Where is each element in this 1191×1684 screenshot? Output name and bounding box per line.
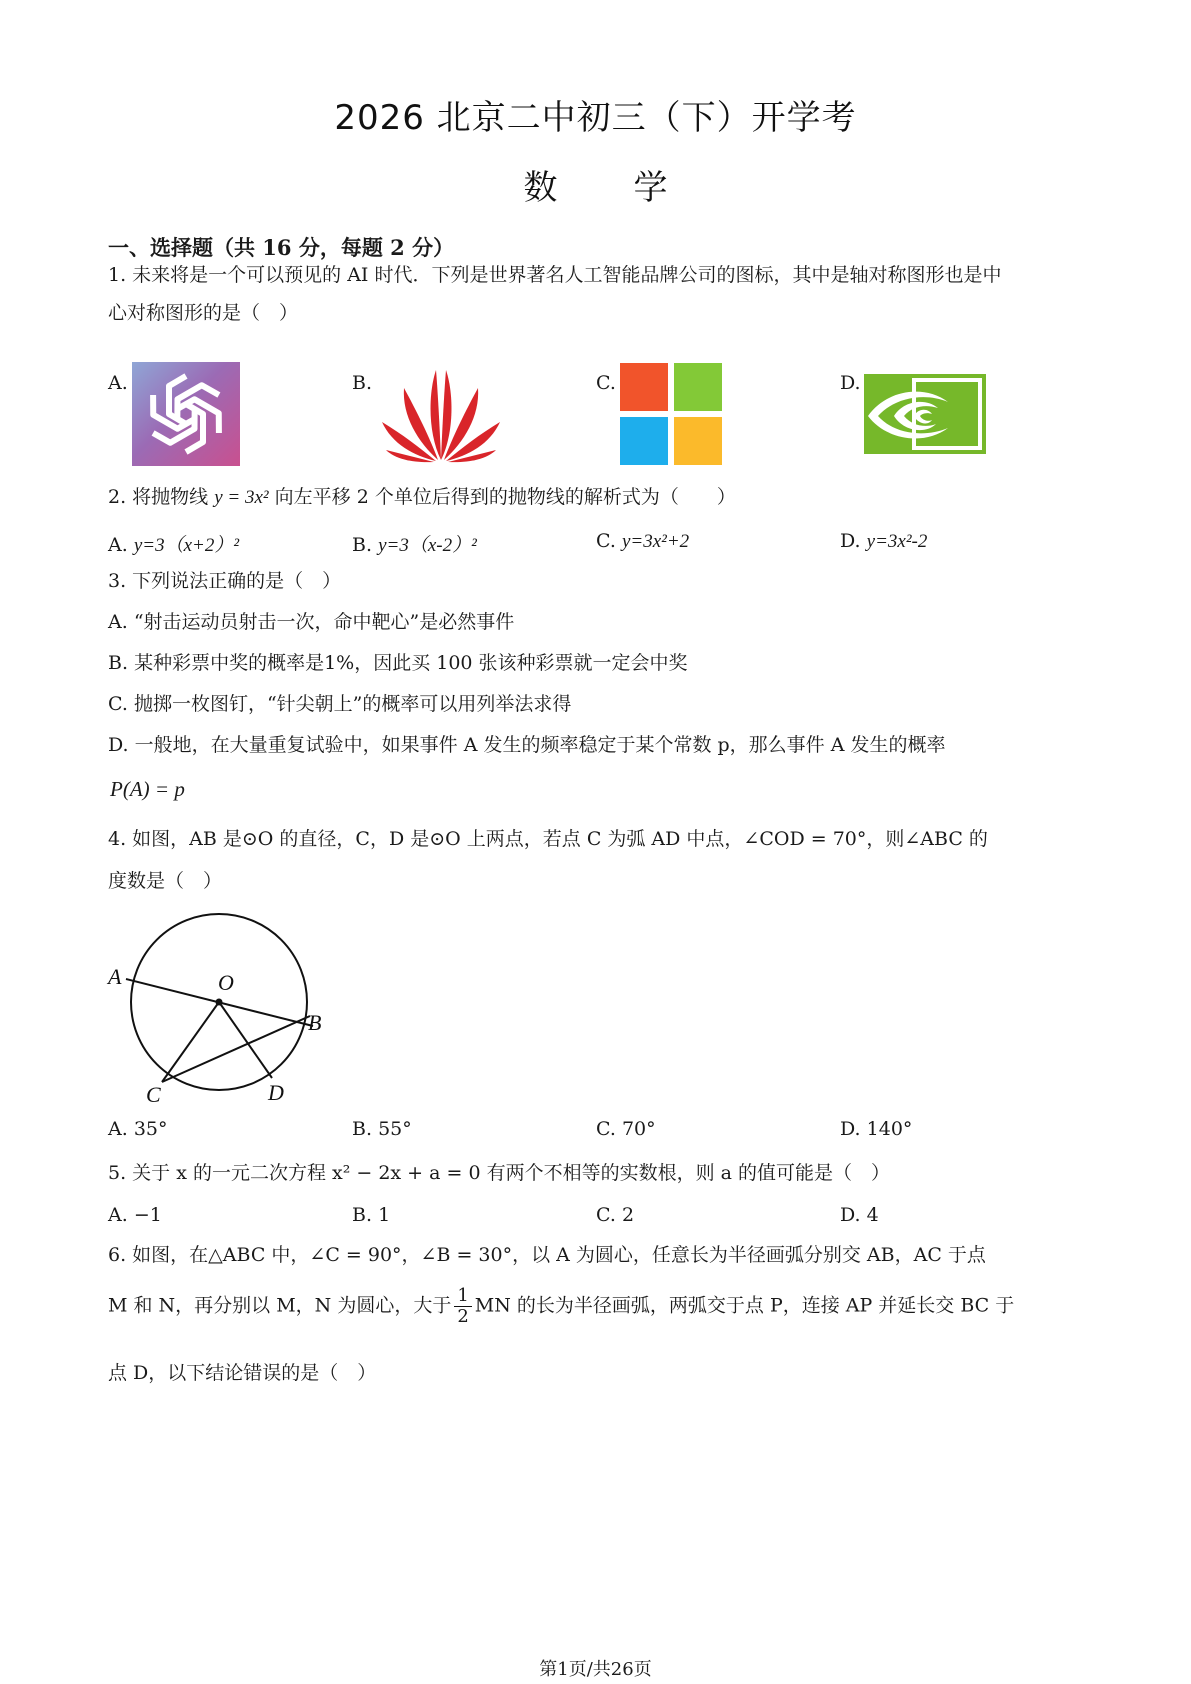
svg-text:A: A — [108, 964, 122, 989]
q1-option-c-label: C. — [596, 372, 616, 394]
q1-option-d-label: D. — [840, 372, 861, 394]
q4-option-c: C. 70° — [596, 1118, 656, 1140]
openai-logo-icon — [132, 362, 240, 466]
q5-text: 5. 关于 x 的一元二次方程 x² − 2x + a = 0 有两个不相等的实数根，则 a 的值可能是（ ） — [108, 1162, 890, 1184]
q4-option-b: B. 55° — [352, 1118, 412, 1140]
q2-text: 2. 将抛物线 y = 3x² 向左平移 2 个单位后得到的抛物线的解析式为（ ） — [108, 486, 736, 508]
svg-text:B: B — [308, 1010, 322, 1035]
q2-option-c: C. y=3x²+2 — [596, 530, 690, 552]
nvidia-logo-icon — [864, 374, 986, 454]
q4-text-line1: 4. 如图，AB 是⊙O 的直径，C，D 是⊙O 上两点，若点 C 为弧 AD 中点，∠COD = 70°，则∠ABC 的 — [108, 828, 988, 850]
q1-option-a-label: A. — [108, 372, 128, 394]
q2-option-b: B. y=3（x-2）² — [352, 534, 477, 556]
q1-option-b-label: B. — [352, 372, 373, 394]
q4-option-a: A. 35° — [108, 1118, 168, 1140]
page-indicator: 第1页/共26页 — [539, 1659, 652, 1680]
q4-circle-figure — [104, 906, 324, 1106]
one-half-fraction: $\frac{1}{2}$ — [454, 1286, 471, 1327]
section-heading: 一、选择题（共 16 分，每题 2 分） — [108, 235, 455, 260]
q2-formula: y = 3x² — [214, 487, 269, 508]
q3-option-d: D. 一般地，在大量重复试验中，如果事件 A 发生的频率稳定于某个常数 p，那么事件 A 发生的概率 — [108, 734, 946, 756]
q3-formula-line: P(A) = p — [110, 777, 185, 801]
q6-text-line3: 点 D，以下结论错误的是（ ） — [108, 1362, 377, 1384]
q2-option-d: D. y=3x²-2 — [840, 530, 928, 552]
q3-option-c: C. 抛掷一枚图钉，“针尖朝上”的概率可以用列举法求得 — [108, 693, 572, 715]
q5-option-c: C. 2 — [596, 1204, 635, 1226]
q3-text: 3. 下列说法正确的是（ ） — [108, 570, 342, 592]
q2-option-a: A. y=3（x+2）² — [108, 534, 240, 556]
q5-option-a: A. −1 — [108, 1204, 162, 1226]
q6-text-line2: M 和 N，再分别以 M，N 为圆心，大于 $\frac{1}{2}$ MN 的长为半径画弧，两弧交于点 P，连接 AP 并延长交 BC 于 — [108, 1285, 1015, 1327]
q1-text-line2: 心对称图形的是（ ） — [108, 302, 299, 324]
q5-option-b: B. 1 — [352, 1204, 391, 1226]
q5-option-d: D. 4 — [840, 1204, 879, 1226]
huawei-logo-icon — [378, 364, 504, 464]
microsoft-logo-icon — [620, 363, 722, 465]
svg-text:O: O — [218, 970, 234, 995]
svg-text:D: D — [268, 1080, 284, 1105]
q6-text-line1: 6. 如图，在△ABC 中，∠C = 90°，∠B = 30°，以 A 为圆心，任意长为半径画弧分别交 AB，AC 于点 — [108, 1244, 986, 1266]
q1-text-line1: 1. 未来将是一个可以预见的 AI 时代．下列是世界著名人工智能品牌公司的图标，其中是轴对称图形也是中 — [108, 264, 1002, 286]
q4-text-line2: 度数是（ ） — [108, 870, 223, 892]
exam-title: 2026 北京二中初三（下）开学考 — [334, 98, 857, 138]
svg-text:C: C — [146, 1082, 161, 1106]
q3-option-b: B. 某种彩票中奖的概率是1%，因此买 100 张该种彩票就一定会中奖 — [108, 652, 688, 674]
subject-title: 数 学 — [523, 168, 668, 208]
q3-option-a: A. “射击运动员射击一次，命中靶心”是必然事件 — [108, 611, 515, 633]
q4-option-d: D. 140° — [840, 1118, 913, 1140]
